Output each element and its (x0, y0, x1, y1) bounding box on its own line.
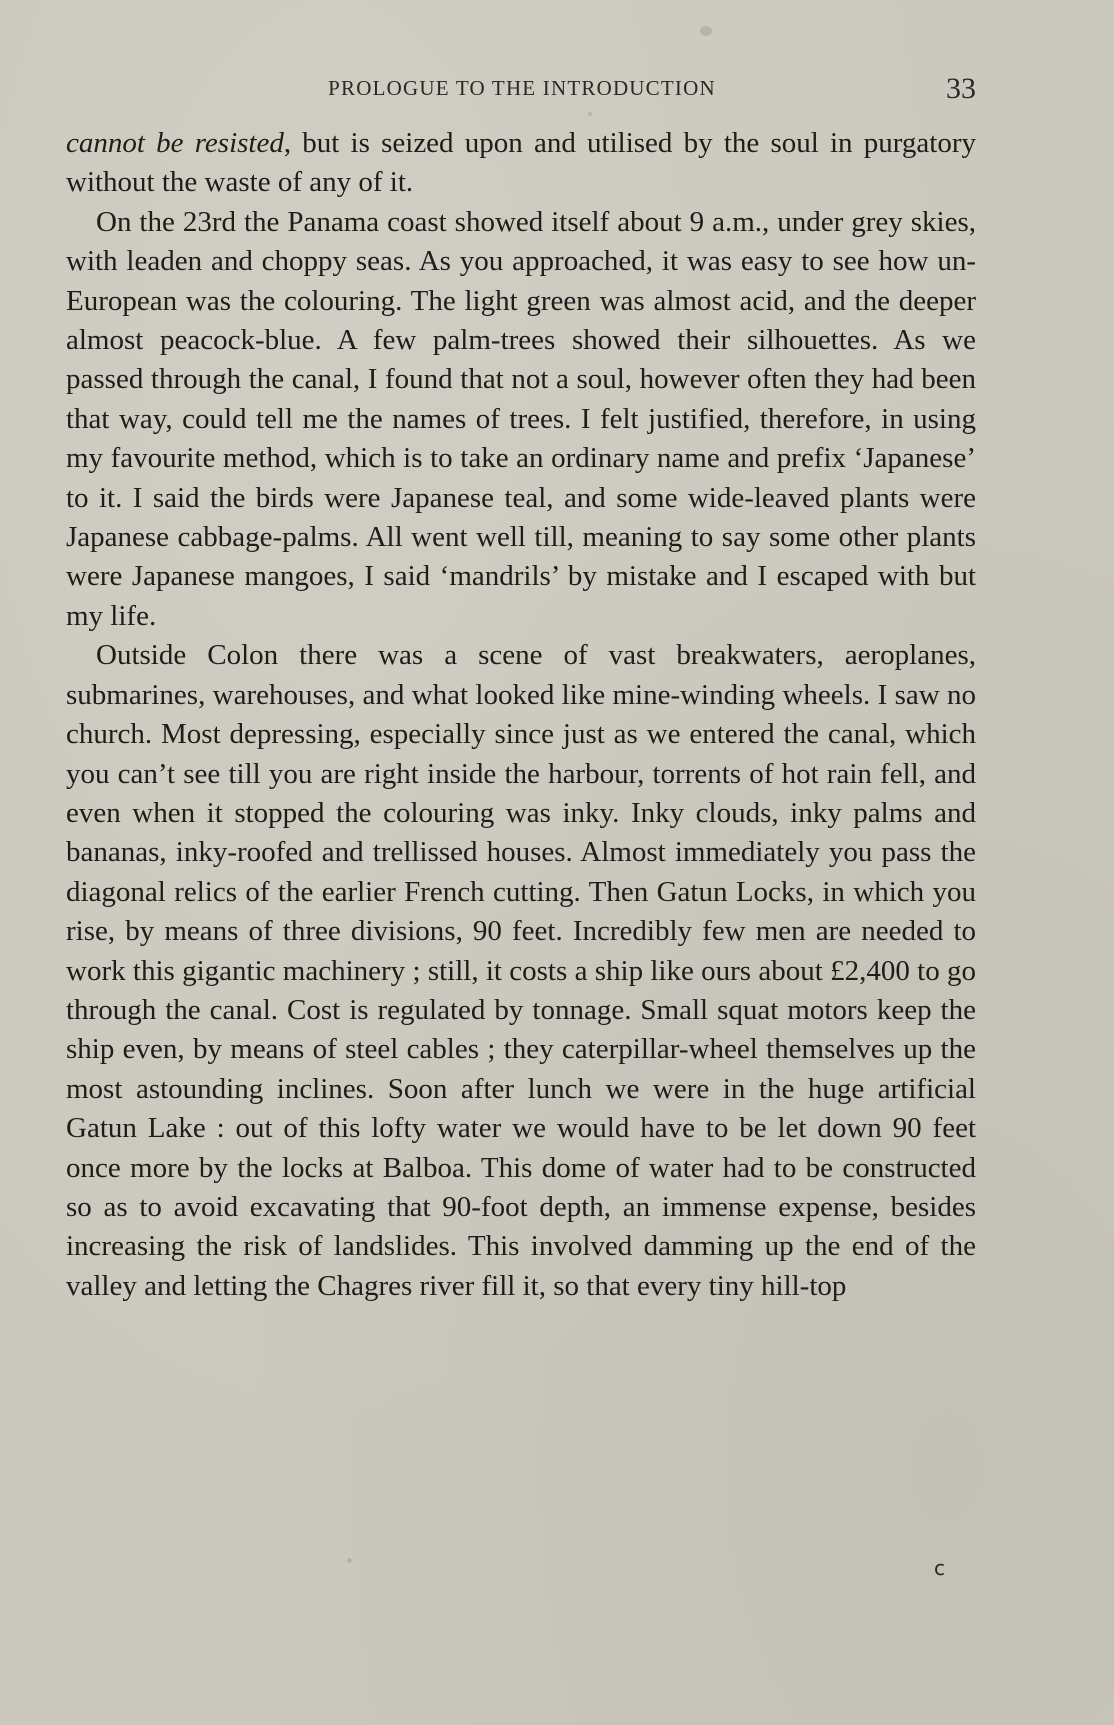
paragraph: Outside Colon there was a scene of vast breakwaters, aeroplanes, submarines, warehouses, and what looked like mine-winding wheels. I saw no church. Most depressing, especially since just as we entered the canal, which you can’t see till you are right inside the harbour, torrents of hot rain fell, and even when it stopped the colouring was inky. Inky clouds, inky palms and bananas, inky-roofed and trellissed houses. Almost immediately you pass the diagonal relics of the earlier French cutting. Then Gatun Locks, in which you rise, by means of three divisions, 90 feet. Incredibly few men are needed to work this gigantic machinery ; still, it costs a ship like ours about £2,400 to go through the canal. Cost is regulated by tonnage. Small squat motors keep the ship even, by means of steel cables ; they caterpillar-wheel themselves up the most astounding inclines. Soon after lunch we were in the huge artificial Gatun Lake : out of this lofty water we would have to be let down 90 feet once more by the locks at Balboa. This dome of water had to be constructed so as to avoid excavating that 90-foot depth, an immense expense, besides increasing the risk of landslides. This involved damming up the end of the valley and letting the Chagres river fill it, so that every tiny hill-top (66, 639, 976, 1302)
paragraph-text: , but is seized upon and utilised by the soul in purgatory without the waste of any of it. (66, 127, 976, 199)
paper-speck (588, 112, 592, 116)
italic-phrase: cannot be resisted (66, 127, 284, 159)
paragraph-continuation (66, 124, 976, 203)
running-title: PROLOGUE TO THE INTRODUCTION (328, 76, 716, 100)
body-text (66, 124, 976, 1306)
running-head (68, 72, 976, 112)
paper-speck (700, 26, 712, 36)
paragraph: On the 23rd the Panama coast showed itself about 9 a.m., under grey skies, with leaden and choppy seas. As you approached, it was easy to see how un-European was the colouring. The light green was almost acid, and the deeper almost peacock-blue. A few palm-trees showed their silhouettes. As we passed through the canal, I found that not a soul, however often they had been that way, could tell me the names of trees. I felt justified, therefore, in using my favourite method, which is to take an ordinary name and prefix ‘Japanese’ to it. I said the birds were Japanese teal, and some wide-leaved plants were Japanese cabbage-palms. All went well till, meaning to say some other plants were Japanese mangoes, I said ‘mandrils’ by mistake and I escaped with but my life. (66, 205, 976, 632)
signature-mark: c (934, 1556, 945, 1580)
page-number: 33 (946, 72, 976, 105)
paper-speck (347, 1558, 352, 1563)
